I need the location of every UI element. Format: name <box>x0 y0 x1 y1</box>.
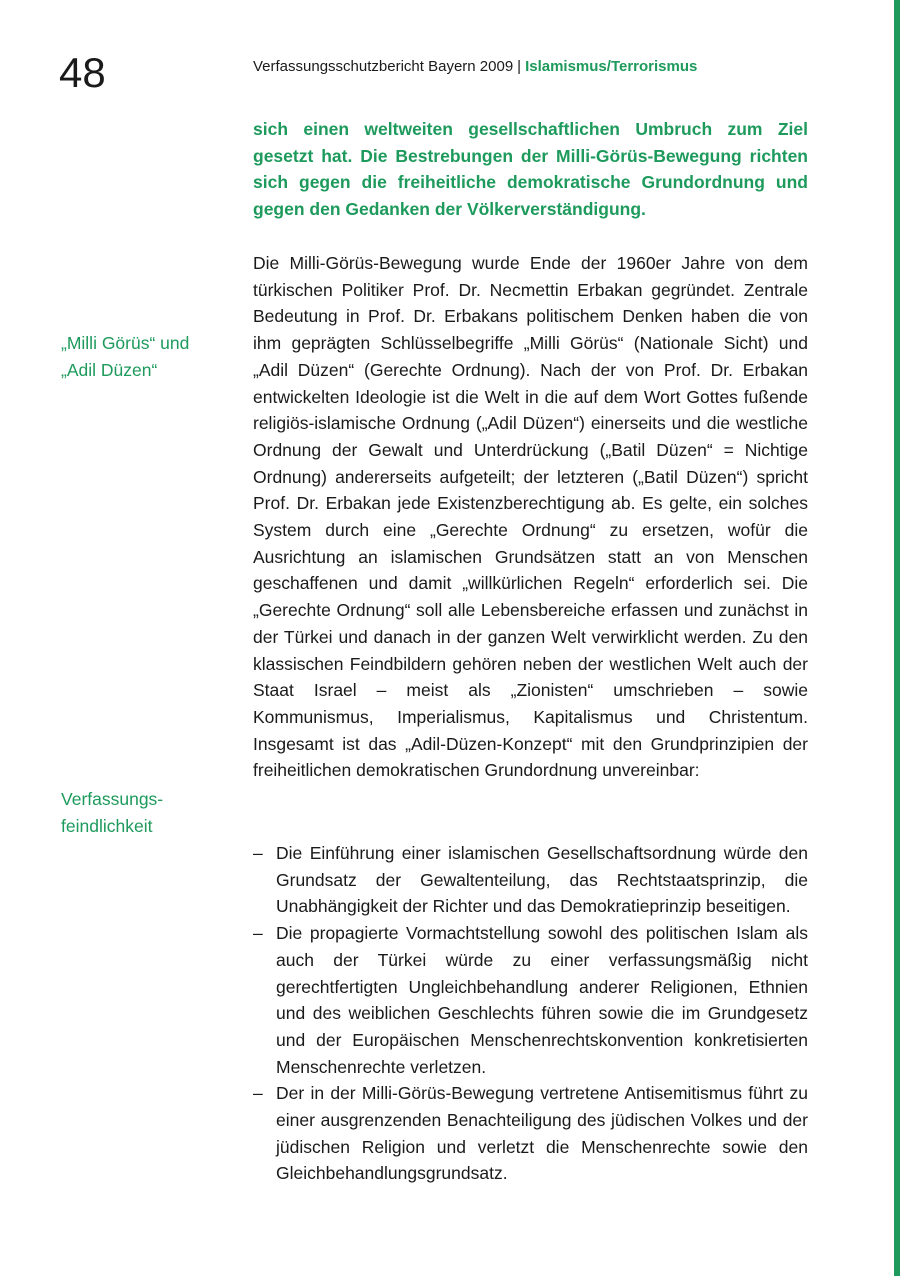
margin-note-milli-goerus <box>61 330 241 383</box>
list-item <box>253 920 808 1080</box>
list-item-text: Die propagierte Vormachtstellung sowohl des politischen Islam als auch der Türkei würde zu einer verfassungsmäßig nicht gerechtfertigten Ungleichbehandlung anderer Religionen, Ethnien und des weiblichen Geschlechts führen sowie die im Grundgesetz und der Europäischen Menschenrechtskonvention konkretisierten Menschenrechte verletzen. <box>276 923 808 1077</box>
right-edge-accent-bar <box>894 0 900 1276</box>
margin-note-line: feindlichkeit <box>61 815 153 836</box>
list-dash: – <box>253 923 263 944</box>
lead-paragraph: sich einen weltweiten gesellschaftlichen Umbruch zum Ziel gesetzt hat. Die Bestrebungen der Milli-Görüs-Bewegung richten sich gegen die freiheitliche demokratische Grundordnung und gegen den Gedanken der Völkerverständigung. <box>253 119 808 220</box>
margin-note-verfassungsfeindlichkeit <box>61 786 241 839</box>
header-separator: | <box>517 58 522 75</box>
header-publication: Verfassungsschutzbericht Bayern 2009 <box>253 58 514 75</box>
running-header <box>253 57 697 77</box>
list-item-text: Die Einführung einer islamischen Gesellschaftsordnung würde den Grundsatz der Gewaltenteilung, das Rechtstaatsprinzip, die Unabhängigkeit der Richter und das Demokratieprinzip beseitigen. <box>276 843 808 917</box>
margin-note-line: „Adil Düzen“ <box>61 359 158 380</box>
body-paragraph: Die Milli-Görüs-Bewegung wurde Ende der 1960er Jahre von dem türkischen Politiker Prof. Dr. Necmettin Erbakan gegründet. Zentrale Bedeutung in Prof. Dr. Erbakans politischem Denken haben die von ihm geprägten Schlüsselbegriffe „Milli Görüs“ (Nationale Sicht) und „Adil Düzen“ (Gerechte Ordnung). Nach der von Prof. Dr. Erbakan entwickelten Ideologie ist die Welt in die auf dem Wort Gottes fußende religiös-islamische Ordnung („Adil Düzen“) einerseits und die westliche Ordnung der Gewalt und Unterdrückung („Batil Düzen“ = Nichtige Ordnung) andererseits aufgeteilt; der letzteren („Batil Düzen“) spricht Prof. Dr. Erbakan jede Existenzberechtigung ab. Es gelte, ein solches System durch eine „Gerechte Ordnung“ zu ersetzen, wofür die Ausrichtung an islamischen Grundsätzen statt an von Menschen geschaffenen und damit „willkürlichen Regeln“ erforderlich sei. Die „Gerechte Ordnung“ soll alle Lebensbereiche erfassen und zunächst in der Türkei und danach in der ganzen Welt verwirklicht werden. Zu den klassischen Feindbildern gehören neben der westlichen Welt auch der Staat Israel – meist als „Zionisten“ umschrieben – sowie Kommunismus, Imperialismus, Kapitalismus und Christentum. Insgesamt ist das „Adil-Düzen-Konzept“ mit den Grundprinzipien der freiheitlichen demokratischen Grundordnung unvereinbar: <box>253 253 808 781</box>
consequences-list <box>253 840 808 1187</box>
list-dash: – <box>253 1083 263 1104</box>
list-item <box>253 840 808 920</box>
margin-note-line: Verfassungs- <box>61 789 164 809</box>
list-item-text: Der in der Milli-Görüs-Bewegung vertretene Antisemitismus führt zu einer ausgrenzenden Benachteiligung des jüdischen Volkes und der jüdischen Religion und verletzt die Menschenrechte sowie den Gleichbehandlungsgrundsatz. <box>276 1083 808 1184</box>
margin-note-line: „Milli Görüs“ und <box>61 333 190 353</box>
page-number: 48 <box>59 49 106 96</box>
list-dash: – <box>253 843 263 863</box>
list-item <box>253 1080 808 1187</box>
header-section: Islamismus/Terrorismus <box>525 58 698 75</box>
